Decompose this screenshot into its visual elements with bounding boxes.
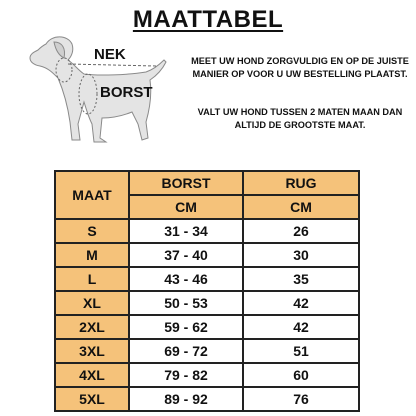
- back-cell: 30: [243, 243, 359, 267]
- back-unit: CM: [243, 195, 359, 219]
- size-cell: 2XL: [55, 315, 129, 339]
- table-row: [55, 291, 359, 315]
- neck-label: NEK: [94, 46, 126, 63]
- size-cell: XL: [55, 291, 129, 315]
- table-row: [55, 363, 359, 387]
- size-cell: 4XL: [55, 363, 129, 387]
- table-row: [55, 387, 359, 411]
- chest-cell: 69 - 72: [129, 339, 243, 363]
- measure-instructions: MEET UW HOND ZORGVULDIG EN OP DE JUISTE MANIER OP VOOR U UW BESTELLING PLAATST.: [191, 56, 409, 79]
- page-title: MAATTABEL: [132, 6, 284, 33]
- back-cell: 42: [243, 315, 359, 339]
- chest-cell: 79 - 82: [129, 363, 243, 387]
- size-table: [54, 170, 360, 412]
- table-row: [55, 243, 359, 267]
- size-cell: L: [55, 267, 129, 291]
- size-cell: M: [55, 243, 129, 267]
- size-cell: 5XL: [55, 387, 129, 411]
- size-header: MAAT: [55, 171, 129, 219]
- back-cell: 26: [243, 219, 359, 243]
- chest-cell: 59 - 62: [129, 315, 243, 339]
- chest-cell: 50 - 53: [129, 291, 243, 315]
- chest-unit: CM: [129, 195, 243, 219]
- size-cell: S: [55, 219, 129, 243]
- back-measure-line: [68, 64, 156, 66]
- back-cell: 35: [243, 267, 359, 291]
- chest-cell: 89 - 92: [129, 387, 243, 411]
- chest-header: BORST: [129, 171, 243, 195]
- size-cell: 3XL: [55, 339, 129, 363]
- chest-cell: 37 - 40: [129, 243, 243, 267]
- table-row: [55, 267, 359, 291]
- chest-cell: 31 - 34: [129, 219, 243, 243]
- table-row: [55, 219, 359, 243]
- back-cell: 76: [243, 387, 359, 411]
- chest-label: BORST: [100, 84, 153, 101]
- back-cell: 42: [243, 291, 359, 315]
- back-cell: 51: [243, 339, 359, 363]
- table-row: [55, 315, 359, 339]
- back-header: RUG: [243, 171, 359, 195]
- between-sizes-note: VALT UW HOND TUSSEN 2 MATEN MAAN DAN ALTIJD DE GROOTSTE MAAT.: [197, 107, 403, 130]
- table-row: [55, 339, 359, 363]
- chest-cell: 43 - 46: [129, 267, 243, 291]
- back-cell: 60: [243, 363, 359, 387]
